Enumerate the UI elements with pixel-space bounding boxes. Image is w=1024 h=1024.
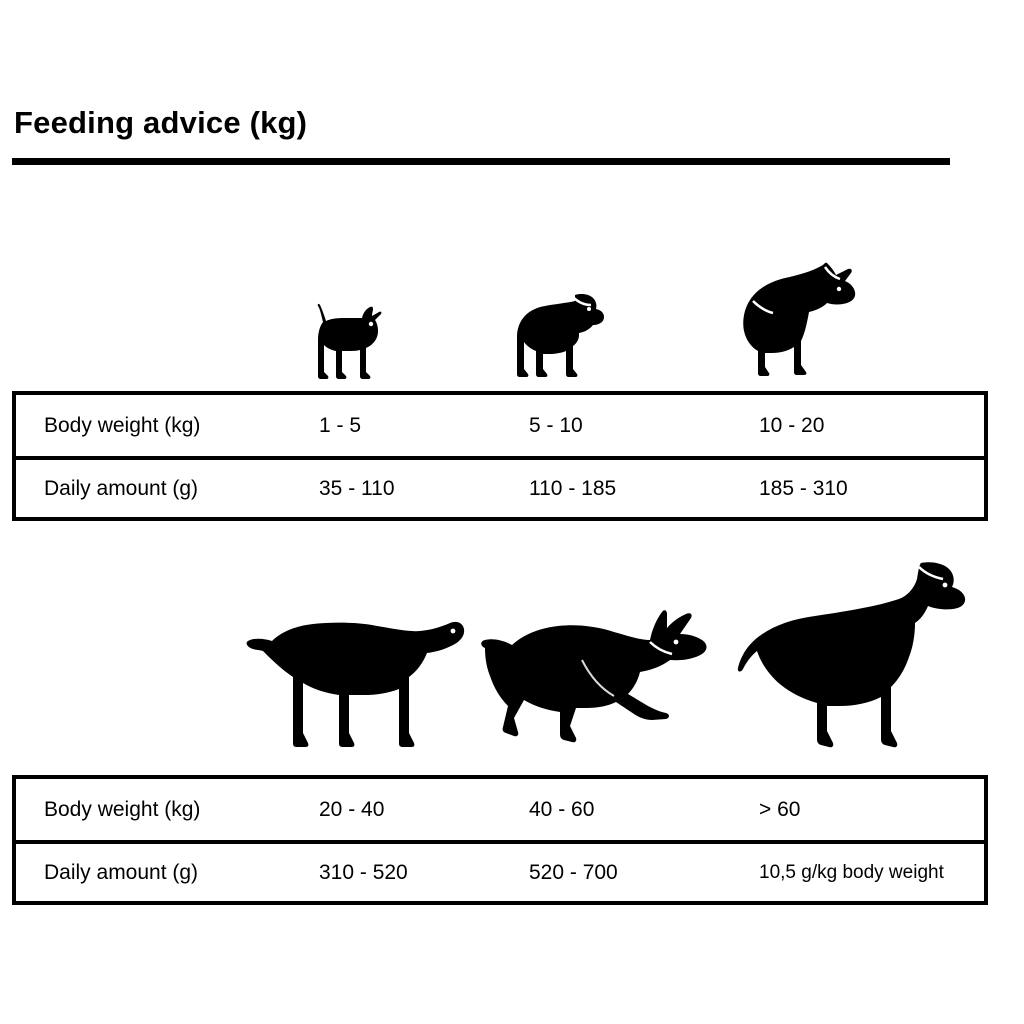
- row-label-daily-amount: Daily amount (g): [44, 476, 199, 500]
- collie-silhouette: [735, 255, 865, 385]
- daily-amount-value-2: 520 - 700: [529, 860, 618, 884]
- body-weight-value-3: > 60: [759, 797, 801, 821]
- labrador-silhouette: [245, 605, 470, 760]
- daily-amount-value-2: 110 - 185: [529, 476, 617, 500]
- shepherd-running-silhouette: [480, 600, 720, 760]
- body-weight-value-3: 10 - 20: [759, 413, 825, 437]
- title-divider: [12, 158, 950, 165]
- row-label-daily-amount: Daily amount (g): [44, 860, 199, 884]
- body-weight-value-1: 1 - 5: [319, 413, 362, 437]
- pug-silhouette: [505, 285, 615, 385]
- daily-amount-value-1: 310 - 520: [319, 860, 408, 884]
- daily-amount-value-1: 35 - 110: [319, 476, 395, 500]
- table-row: [16, 779, 984, 840]
- page-title: Feeding advice (kg): [14, 105, 308, 140]
- table-row: [16, 840, 984, 901]
- daily-amount-value-3: 10,5 g/kg body weight: [759, 861, 944, 883]
- row-label-body-weight: Body weight (kg): [44, 413, 201, 437]
- great-dane-silhouette: [735, 555, 970, 760]
- row-label-body-weight: Body weight (kg): [44, 797, 201, 821]
- body-weight-value-1: 20 - 40: [319, 797, 385, 821]
- body-weight-value-2: 5 - 10: [529, 413, 583, 437]
- body-weight-value-2: 40 - 60: [529, 797, 595, 821]
- feeding-table-small: [12, 391, 988, 521]
- daily-amount-value-3: 185 - 310: [759, 476, 848, 500]
- feeding-table-large: [12, 775, 988, 905]
- table-row: [16, 456, 984, 517]
- chihuahua-silhouette: [300, 300, 396, 385]
- table-row: [16, 395, 984, 456]
